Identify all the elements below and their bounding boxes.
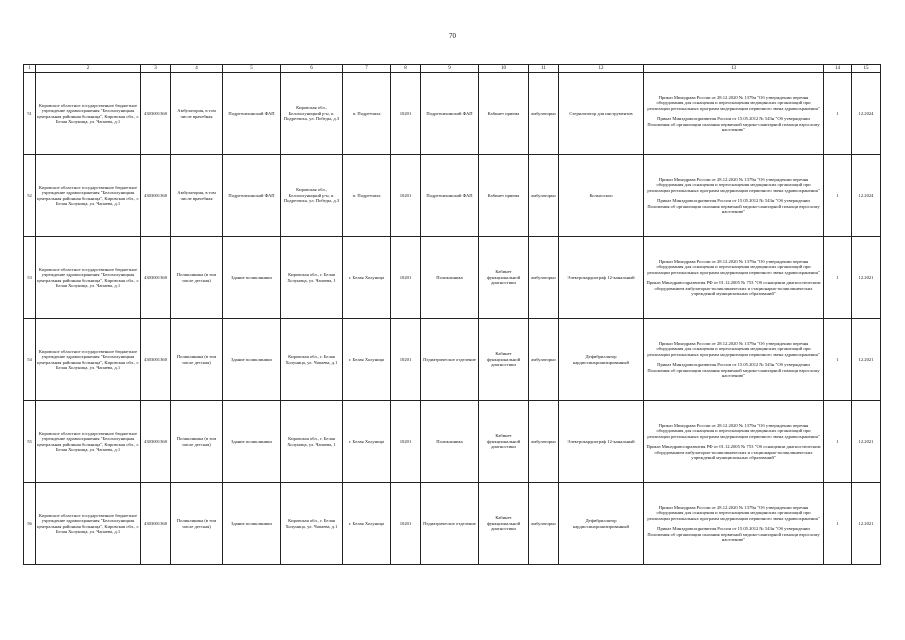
page-number: 70 [449,32,456,40]
basis-cell [644,155,824,237]
basis-cell [644,237,824,319]
care-type-cell: Амбулатория, в том числе врачебная [171,155,223,237]
column-number: 11 [529,65,559,73]
column-number: 5 [223,65,281,73]
basis-order-a: Приказ Минздрава России от 28.12.2020 № 1379н "Об утверждении перечня оборудования для оснащения и переоснащения медицинских организаций при реализации региональных программ модернизации первичного звена здравоохранения" [647,94,820,111]
locality-cell: п. Подрезчиха [343,73,391,155]
quantity-cell: 1 [824,483,852,565]
basis-order-a: Приказ Минздрава России от 28.12.2020 № 1379н "Об утверждении перечня оборудования для оснащения и переоснащения медицинских организаций при реализации региональных программ модернизации первичного звена здравоохранения" [647,176,820,193]
code-cell: 4303001360 [141,319,171,401]
address-cell: Кировская обл., г. Белая Холуница, ул. Чапаева, д.1 [281,319,343,401]
column-number: 4 [171,65,223,73]
okato-cell: 10201 [391,319,421,401]
code-cell: 4303001360 [141,237,171,319]
mode-cell: амбулаторно [529,73,559,155]
basis-cell [644,73,824,155]
column-number: 10 [479,65,529,73]
basis-order-b: Приказ Минздравсоцразвития России от 15.05.2012 № 543н "Об утверждении Положения об организации оказания первичной медико-санитарной помощи взрослому населению" [647,116,820,132]
row-number: 54 [24,319,36,401]
locality-cell: г. Белая Холуница [343,401,391,483]
address-cell: Кировская обл., Белохолуницкий р-н, п. Подрезчиха, ул. Победы, д.3 [281,73,343,155]
equipment-cell: Дефибриллятор кардиосинхронизированный [559,319,644,401]
basis-cell [644,319,824,401]
code-cell: 4303001360 [141,73,171,155]
unit-cell: Подрезчихинский ФАП [421,73,479,155]
column-number: 13 [644,65,824,73]
room-cell: Кабинет приема [479,73,529,155]
table-row [24,73,881,155]
basis-order-b: Приказ Минздравсоцразвития РФ от 01.12.2005 № 753 "Об оснащении диагностическим оборудованием амбулаторно-поликлинических и стационарно-поликлинических учреждений муниципальных образований" [646,280,821,296]
room-cell: Кабинет функциональной диагностики [479,319,529,401]
row-number: 51 [24,73,36,155]
address-cell: Кировская обл., г. Белая Холуница, ул. Чапаева, д.1 [281,483,343,565]
equipment-cell: Стерилизатор для инструментов [559,73,644,155]
address-cell: Кировская обл., Белохолуницкий р-н, п. Подрезчиха, ул. Победы, д.3 [281,155,343,237]
row-number: 56 [24,483,36,565]
table-row [24,483,881,565]
column-number: 7 [343,65,391,73]
equipment-cell: Электрокардиограф 12-канальный [559,237,644,319]
locality-cell: г. Белая Холуница [343,483,391,565]
care-type-cell: Поликлиника (в том числе детская) [171,319,223,401]
care-type-cell: Поликлиника (в том числе детская) [171,483,223,565]
room-cell: Кабинет функциональной диагностики [479,483,529,565]
quantity-cell: 1 [824,73,852,155]
okato-cell: 10201 [391,483,421,565]
row-number: 52 [24,155,36,237]
table-row [24,319,881,401]
basis-order-b: Приказ Минздравсоцразвития России от 15.05.2012 № 543н "Об утверждении Положения об организации оказания первичной медико-санитарной помощи взрослому населению" [647,362,820,378]
table-row [24,155,881,237]
mode-cell: амбулаторно [529,401,559,483]
column-number: 9 [421,65,479,73]
care-type-cell: Поликлиника (в том числе детская) [171,401,223,483]
column-number: 12 [559,65,644,73]
unit-cell: Педиатрическое отделение [421,483,479,565]
quantity-cell: 1 [824,319,852,401]
mode-cell: амбулаторно [529,319,559,401]
basis-order-b: Приказ Минздравсоцразвития России от 15.05.2012 № 543н "Об утверждении Положения об организации оказания первичной медико-санитарной помощи взрослому населению" [647,526,820,542]
building-cell: Здание поликлиники [223,483,281,565]
organization-cell: Кировское областное государственное бюджетное учреждение здравоохранения "Белохолуницкая центральная районная больница", Кировская обл., г. Белая Холуница, ул. Чапаева, д.1 [36,73,141,155]
mode-cell: амбулаторно [529,483,559,565]
unit-cell: Поликлиника [421,237,479,319]
locality-cell: г. Белая Холуница [343,319,391,401]
quantity-cell: 1 [824,237,852,319]
basis-order-a: Приказ Минздрава России от 28.12.2020 № 1379н "Об утверждении перечня оборудования для оснащения и переоснащения медицинских организаций при реализации региональных программ модернизации первичного звена здравоохранения" [647,504,820,521]
room-cell: Кабинет функциональной диагностики [479,401,529,483]
date-cell: 12.2021 [852,319,881,401]
organization-cell: Кировское областное государственное бюджетное учреждение здравоохранения "Белохолуницкая центральная районная больница", Кировская обл., г. Белая Холуница, ул. Чапаева, д.1 [36,319,141,401]
quantity-cell: 1 [824,155,852,237]
column-number-row [24,65,881,73]
organization-cell: Кировское областное государственное бюджетное учреждение здравоохранения "Белохолуницкая центральная районная больница", Кировская обл., г. Белая Холуница, ул. Чапаева, д.1 [36,155,141,237]
basis-order-b: Приказ Минздравсоцразвития РФ от 01.12.2005 № 753 "Об оснащении диагностическим оборудованием амбулаторно-поликлинических и стационарно-поликлинических учреждений муниципальных образований" [646,444,821,460]
column-number: 15 [852,65,881,73]
unit-cell: Подрезчихинский ФАП [421,155,479,237]
building-cell: Здание поликлиники [223,401,281,483]
table-row [24,401,881,483]
locality-cell: г. Белая Холуница [343,237,391,319]
okato-cell: 10201 [391,73,421,155]
room-cell: Кабинет функциональной диагностики [479,237,529,319]
quantity-cell: 1 [824,401,852,483]
building-cell: Подрезчихинский ФАП [223,73,281,155]
organization-cell: Кировское областное государственное бюджетное учреждение здравоохранения "Белохолуницкая центральная районная больница", Кировская обл., г. Белая Холуница, ул. Чапаева, д.1 [36,483,141,565]
basis-cell [644,401,824,483]
code-cell: 4303001360 [141,483,171,565]
unit-cell: Педиатрическое отделение [421,319,479,401]
column-number: 1 [24,65,36,73]
address-cell: Кировская обл., г. Белая Холуница, ул. Чапаева, 1 [281,237,343,319]
column-number: 6 [281,65,343,73]
column-number: 2 [36,65,141,73]
column-number: 8 [391,65,421,73]
row-number: 53 [24,237,36,319]
basis-order-b: Приказ Минздравсоцразвития России от 15.05.2012 № 543н "Об утверждении Положения об организации оказания первичной медико-санитарной помощи взрослому населению" [647,198,820,214]
date-cell: 12.2021 [852,483,881,565]
address-cell: Кировская обл., г. Белая Холуница, ул. Чапаева, 1 [281,401,343,483]
unit-cell: Поликлиника [421,401,479,483]
care-type-cell: Поликлиника (в том числе детская) [171,237,223,319]
locality-cell: п. Подрезчиха [343,155,391,237]
basis-order-a: Приказ Минздрава России от 28.12.2020 № 1379н "Об утверждении перечня оборудования для оснащения и переоснащения медицинских организаций при реализации региональных программ модернизации первичного звена здравоохранения" [647,422,820,439]
date-cell: 12.2024 [852,73,881,155]
okato-cell: 10201 [391,401,421,483]
mode-cell: амбулаторно [529,237,559,319]
row-number: 55 [24,401,36,483]
building-cell: Здание поликлиники [223,237,281,319]
equipment-cell: Дефибриллятор кардиосинхронизированный [559,483,644,565]
okato-cell: 10201 [391,155,421,237]
basis-order-a: Приказ Минздрава России от 28.12.2020 № 1379н "Об утверждении перечня оборудования для оснащения и переоснащения медицинских организаций при реализации региональных программ модернизации первичного звена здравоохранения" [647,340,820,357]
okato-cell: 10201 [391,237,421,319]
care-type-cell: Амбулатория, в том числе врачебная [171,73,223,155]
code-cell: 4303001360 [141,155,171,237]
basis-order-a: Приказ Минздрава России от 28.12.2020 № 1379н "Об утверждении перечня оборудования для оснащения и переоснащения медицинских организаций при реализации региональных программ модернизации первичного звена здравоохранения" [647,258,820,275]
code-cell: 4303001360 [141,401,171,483]
table-row [24,237,881,319]
column-number: 3 [141,65,171,73]
date-cell: 12.2021 [852,401,881,483]
organization-cell: Кировское областное государственное бюджетное учреждение здравоохранения "Белохолуницкая центральная районная больница", Кировская обл., г. Белая Холуница, ул. Чапаева, д.1 [36,237,141,319]
mode-cell: амбулаторно [529,155,559,237]
basis-cell [644,483,824,565]
building-cell: Здание поликлиники [223,319,281,401]
date-cell: 12.2021 [852,237,881,319]
organization-cell: Кировское областное государственное бюджетное учреждение здравоохранения "Белохолуницкая центральная районная больница", Кировская обл., г. Белая Холуница, ул. Чапаева, д.1 [36,401,141,483]
date-cell: 12.2024 [852,155,881,237]
column-number: 14 [824,65,852,73]
room-cell: Кабинет приема [479,155,529,237]
equipment-cell: Электрокардиограф 12-канальный [559,401,644,483]
equipment-table [23,64,881,565]
building-cell: Подрезчихинский ФАП [223,155,281,237]
equipment-cell: Кольпоскоп [559,155,644,237]
